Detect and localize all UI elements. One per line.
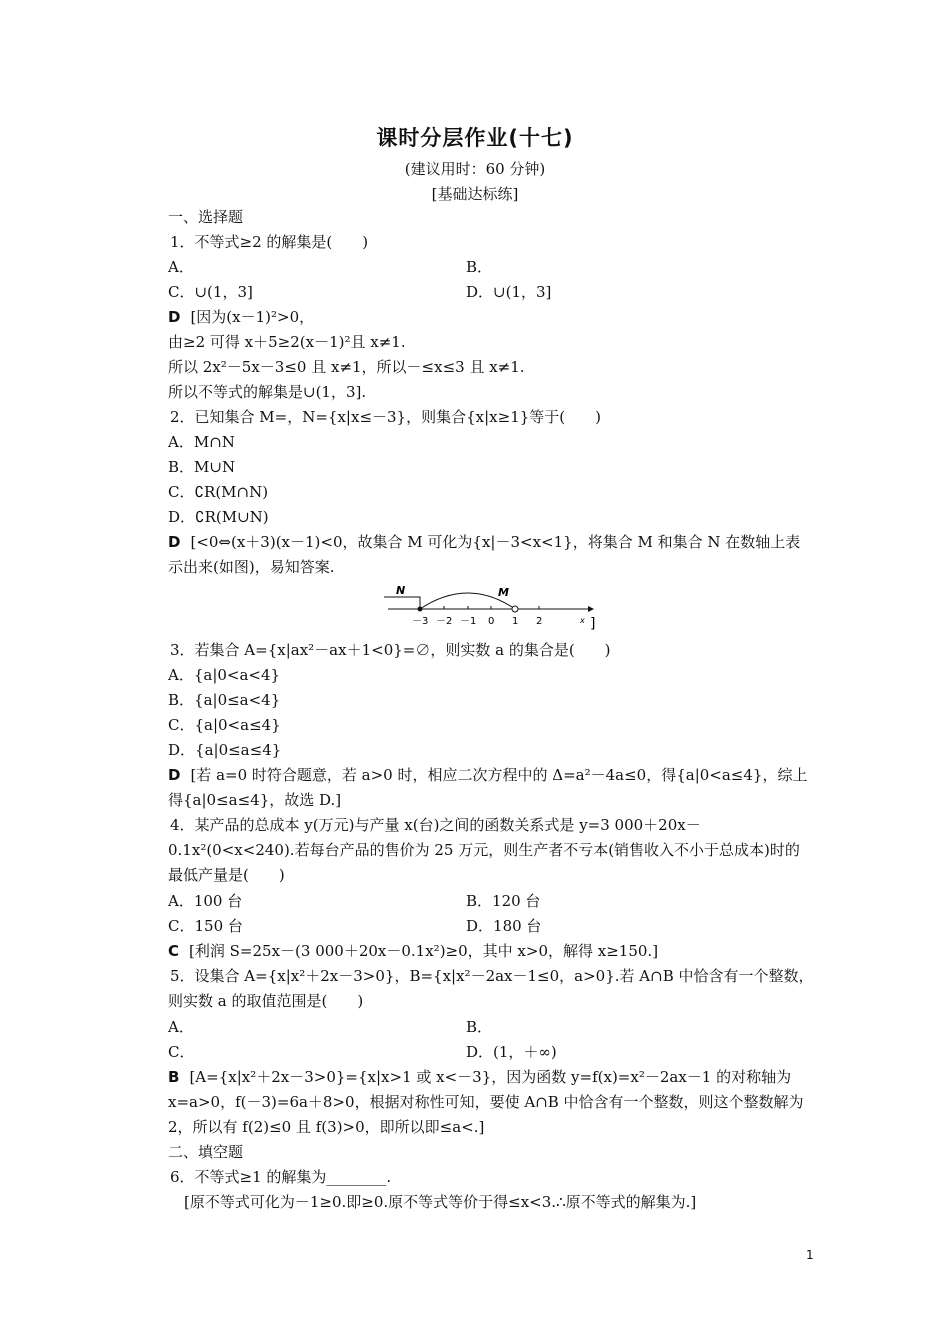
explanation-text: [A={x|x²＋2x－3>0}={x|x>1 或 x<－3}，因为函数 y=f(x)=x²－2ax－1 的对称轴为 x=a>0，f(－3)=6a＋8>0，根据对称性可知，要使 A∩B 中恰含有一个整数，则这个整数解为 2，所以有 f(2)≤0 且 f(3)>0，即所以即≤a<.] bbox=[168, 1068, 804, 1136]
option-a: A．{a|0<a<4} bbox=[168, 666, 281, 684]
explanation-text: [若 a=0 时符合题意，若 a>0 时，相应二次方程中的 Δ=a²－4a≤0，得{a|0<a≤4}，综上得{a|0≤a≤4}，故选 D.] bbox=[168, 766, 808, 809]
explanation-text: [利润 S=25x－(3 000＋20x－0.1x²)≥0，其中 x>0，解得 x≥150.] bbox=[189, 942, 659, 960]
number-line-figure bbox=[384, 582, 604, 632]
tick-label: 0 bbox=[488, 616, 495, 627]
option-b: B． bbox=[466, 1018, 493, 1036]
option-c: C．150 台 bbox=[168, 917, 243, 935]
label-n: N bbox=[396, 584, 406, 597]
option-c: C．∁R(M∩N) bbox=[168, 483, 269, 501]
option-b: B．{a|0≤a<4} bbox=[168, 691, 281, 709]
option-a: A．100 台 bbox=[168, 892, 243, 910]
section-heading: 二、填空题 bbox=[168, 1143, 244, 1161]
tick-label: －2 bbox=[436, 616, 453, 627]
option-b: B．M∪N bbox=[168, 458, 236, 476]
option-d: D．∁R(M∪N) bbox=[168, 508, 269, 526]
option-b: B．120 台 bbox=[466, 892, 541, 910]
option-c: C．{a|0<a≤4} bbox=[168, 716, 281, 734]
option-a: A． bbox=[168, 258, 194, 276]
answer-block bbox=[168, 1065, 814, 1140]
open-point-1 bbox=[512, 606, 518, 612]
answer-block bbox=[168, 307, 314, 327]
explanation-text: 由≥2 可得 x＋5≥2(x－1)²且 x≠1. bbox=[168, 333, 406, 351]
tick-label: 2 bbox=[536, 616, 543, 627]
answer-block bbox=[168, 941, 658, 961]
option-b: B． bbox=[466, 258, 493, 276]
question-stem: 2．已知集合 M=，N={x|x≤－3}，则集合{x|x≥1}等于( ) bbox=[170, 408, 601, 426]
label-x: x bbox=[580, 616, 585, 625]
question-stem: 5．设集合 A={x|x²＋2x－3>0}，B={x|x²－2ax－1≤0，a>0}.若 A∩B 中恰含有一个整数，则实数 a 的取值范围是( ) bbox=[168, 967, 814, 1010]
option-d: D．180 台 bbox=[466, 917, 542, 935]
answer-letter: D bbox=[168, 533, 181, 551]
tick-label: 1 bbox=[512, 616, 519, 627]
level-label: [基础达标练] bbox=[431, 185, 519, 203]
option-c: C． bbox=[168, 1043, 195, 1061]
tick-label: －1 bbox=[460, 616, 477, 627]
option-d: D．(1，＋∞) bbox=[466, 1043, 557, 1061]
page-number: 1 bbox=[806, 1248, 814, 1262]
explanation-text: [因为(x－1)²>0， bbox=[190, 308, 315, 326]
option-d: D．{a|0≤a≤4} bbox=[168, 741, 282, 759]
answer-letter: C bbox=[168, 942, 180, 960]
explanation-text: [原不等式可化为－1≥0.即≥0.原不等式等价于得≤x<3.∴原不等式的解集为.] bbox=[184, 1193, 697, 1211]
set-n-bracket bbox=[384, 597, 420, 609]
option-a: A．M∩N bbox=[168, 433, 235, 451]
answer-letter: D bbox=[168, 766, 181, 784]
explanation-text: [<0⇔(x＋3)(x－1)<0，故集合 M 可化为{x|－3<x<1}，将集合 M 和集合 N 在数轴上表示出来(如图)，易知答案. bbox=[168, 533, 801, 576]
answer-block bbox=[168, 530, 814, 580]
closing-bracket: ] bbox=[590, 616, 596, 632]
option-d: D．∪(1，3] bbox=[466, 283, 552, 301]
explanation-text: 所以不等式的解集是∪(1，3]. bbox=[168, 383, 367, 401]
page-title: 课时分层作业(十七) bbox=[376, 126, 574, 150]
question-stem: 3．若集合 A={x|ax²－ax＋1<0}=∅，则实数 a 的集合是( ) bbox=[170, 641, 611, 659]
answer-letter: B bbox=[168, 1068, 180, 1086]
option-a: A． bbox=[168, 1018, 194, 1036]
section-heading: 一、选择题 bbox=[168, 208, 244, 226]
option-c: C．∪(1，3] bbox=[168, 283, 253, 301]
question-stem: 6．不等式≥1 的解集为________. bbox=[170, 1168, 392, 1186]
time-note: (建议用时：60 分钟) bbox=[404, 160, 546, 178]
tick-label: －3 bbox=[412, 616, 429, 627]
question-stem: 1．不等式≥2 的解集是( ) bbox=[170, 233, 369, 251]
answer-block bbox=[168, 763, 814, 813]
closed-point-neg3 bbox=[418, 607, 423, 612]
axis-arrow bbox=[588, 606, 594, 612]
question-stem: 4．某产品的总成本 y(万元)与产量 x(台)之间的函数关系式是 y=3 000＋20x－0.1x²(0<x<240).若每台产品的售价为 25 万元，则生产者不亏本(销售收入不小于总成本)时的最低产量是( ) bbox=[168, 816, 800, 884]
label-m: M bbox=[498, 586, 509, 599]
explanation-text: 所以 2x²－5x－3≤0 且 x≠1，所以－≤x≤3 且 x≠1. bbox=[168, 358, 525, 376]
answer-letter: D bbox=[168, 308, 181, 326]
